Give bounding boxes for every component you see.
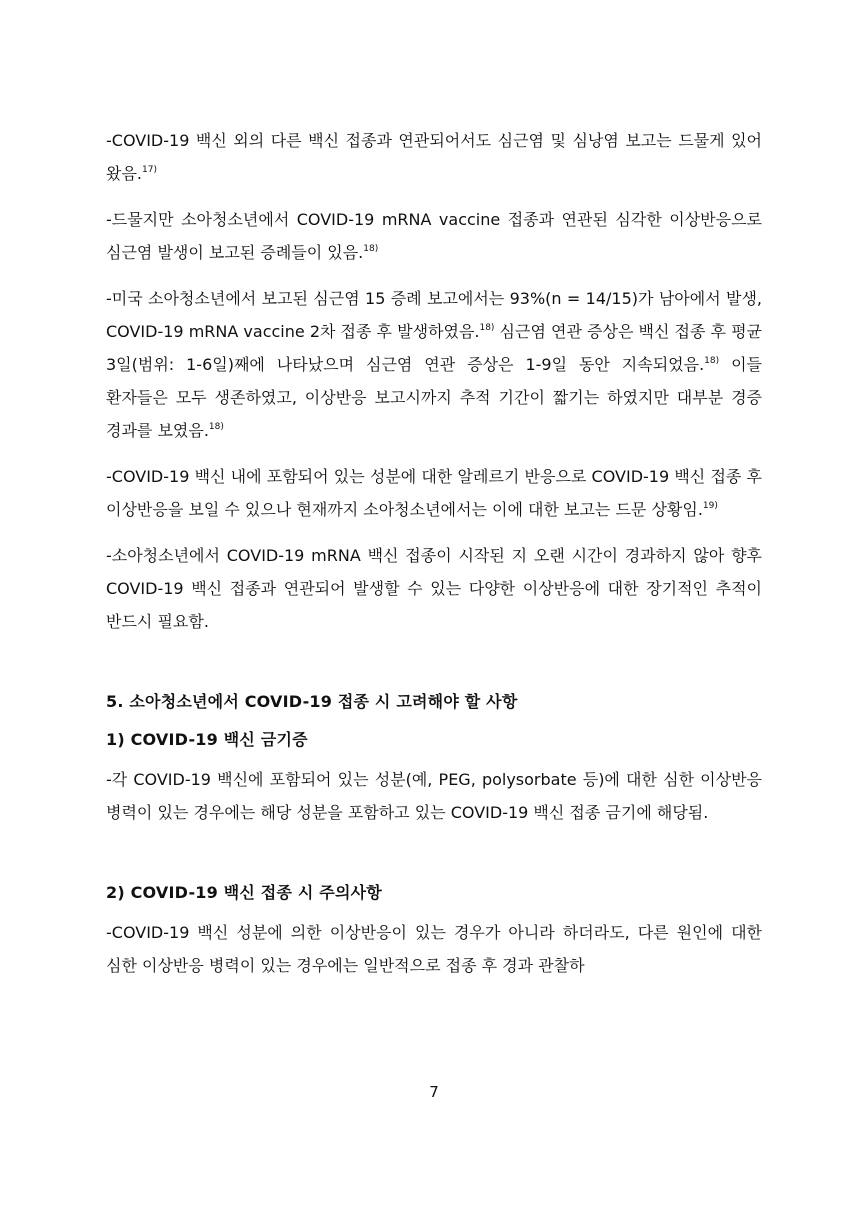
reference-superscript: 18) — [208, 421, 224, 432]
reference-superscript: 17) — [142, 164, 157, 175]
reference-superscript: 18) — [704, 355, 720, 366]
paragraph-text: 심근염 연관 증상은 백신 접종 후 평균 3일(범위: 1-6일)째에 나타났으며 심근염 연관 증상은 1-9일 동안 지속되었음. — [106, 322, 762, 374]
paragraph-precautions — [106, 916, 762, 982]
paragraph-text: -COVID-19 백신 성분에 의한 이상반응이 있는 경우가 아니라 하더라도, 다른 원인에 대한 심한 이상반응 병력이 있는 경우에는 일반적으로 접종 후 경과 관찰하 — [106, 923, 762, 975]
paragraph-us-case-report — [106, 282, 762, 447]
paragraph-text: 이들 환자들은 모두 생존하였고, 이상반응 보고시까지 추적 기간이 짧기는 하였지만 대부분 경증 경과를 보였음. — [106, 355, 762, 440]
paragraph-text: -미국 소아청소년에서 보고된 심근염 15 증례 보고에서는 93%(n = 14/15)가 남아에서 발생, COVID-19 mRNA vaccine 2차 접종 후 발생하였음. — [106, 289, 762, 341]
subsection-heading-contraindications: 1) COVID-19 백신 금기증 — [106, 730, 308, 749]
reference-superscript: 18) — [479, 322, 495, 333]
reference-superscript: 19) — [702, 500, 718, 511]
paragraph-rare-myocarditis — [106, 203, 762, 269]
reference-superscript: 18) — [363, 243, 379, 254]
page-number: 7 — [429, 1083, 439, 1101]
paragraph-text: -각 COVID-19 백신에 포함되어 있는 성분(예, PEG, polysorbate 등)에 대한 심한 이상반응 병력이 있는 경우에는 해당 성분을 포함하고 있는 COVID-19 백신 접종 금기에 해당됨. — [106, 770, 762, 822]
paragraph-other-vaccines — [106, 124, 762, 190]
section-spacer — [106, 651, 762, 687]
paragraph-allergy — [106, 460, 762, 526]
paragraph-text: -소아청소년에서 COVID-19 mRNA 백신 접종이 시작된 지 오랜 시간이 경과하지 않아 향후 COVID-19 백신 접종과 연관되어 발생할 수 있는 다양한 이상반응에 대한 장기적인 추적이 반드시 필요함. — [106, 546, 762, 631]
page-content — [106, 124, 762, 995]
paragraph-text: -COVID-19 백신 외의 다른 백신 접종과 연관되어서도 심근염 및 심낭염 보고는 드물게 있어 왔음. — [106, 131, 762, 183]
paragraph-text: -COVID-19 백신 내에 포함되어 있는 성분에 대한 알레르기 반응으로 COVID-19 백신 접종 후 이상반응을 보일 수 있으나 현재까지 소아청소년에서는 이에 대한 보고는 드문 상황임. — [106, 467, 762, 519]
section-spacer — [106, 842, 762, 878]
section-heading: 5. 소아청소년에서 COVID-19 접종 시 고려해야 할 사항 — [106, 692, 518, 711]
paragraph-long-term-followup — [106, 539, 762, 638]
paragraph-text: -드물지만 소아청소년에서 COVID-19 mRNA vaccine 접종과 연관된 심각한 이상반응으로 심근염 발생이 보고된 증례들이 있음. — [106, 210, 762, 262]
paragraph-contraindications — [106, 763, 762, 829]
subsection-heading-precautions: 2) COVID-19 백신 접종 시 주의사항 — [106, 883, 382, 902]
